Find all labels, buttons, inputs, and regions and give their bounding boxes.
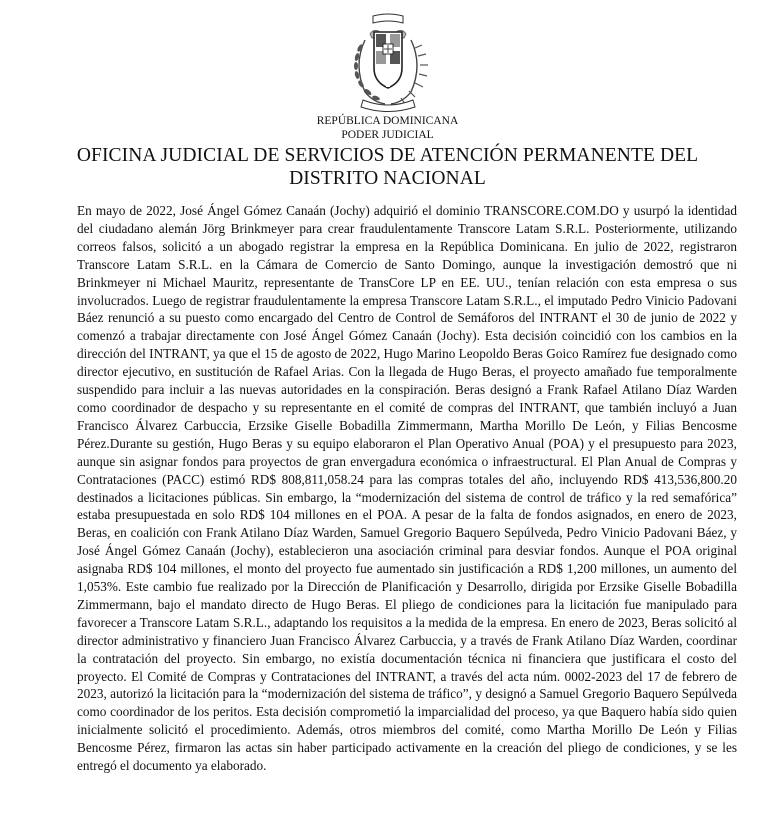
dominican-republic-coat-of-arms-icon (343, 10, 433, 114)
document-body-paragraph: En mayo de 2022, José Ángel Gómez Canaán (Jochy) adquirió el dominio TRANSCORE.COM.DO y usurpó la identidad del ciudadano alemán Jörg Brinkmeyer para crear fraudulentamente Transcore Latam S.R.L. Posteriormente, utilizando correos falsos, solicitó a un abogado registrar la empresa en la República Dominicana. En julio de 2022, registraron Transcore Latam S.R.L. en la Cámara de Comercio de Santo Domingo, aunque la investigación demostró que ni Brinkmeyer ni Michael Mauritz, representante de TransCore LP en EE. UU., tenían relación con esta empresa o sus involucrados. Luego de registrar fraudulentamente la empresa Transcore Latam S.R.L., el imputado Pedro Vinicio Padovani Báez renunció a su puesto como encargado del Centro de Control de Semáforos del INTRANT el 30 de junio de 2022 y comenzó a trabajar directamente con José Ángel Gómez Canaán (Jochy). Esta decisión coincidió con los cambios en la dirección del INTRANT, ya que el 15 de agosto de 2022, Hugo Marino Leopoldo Beras Goico Ramírez fue designado como director ejecutivo, en sustitución de Rafael Arias. Con la llegada de Hugo Beras, el proyecto amañado fue temporalmente suspendido para incluir a las nuevas autoridades en la conspiración. Beras designó a Frank Rafael Atilano Díaz Warden como coordinador de despacho y su representante en el comité de compras del INTRANT, que también incluyó a Juan Francisco Álvarez Carbuccia, Erzsike Giselle Bobadilla Zimmermann, Martha Morillo De León, y Filias Bencosme Pérez.Durante su gestión, Hugo Beras y su equipo elaboraron el Plan Operativo Anual (POA) y el presupuesto para 2023, aunque sin asignar fondos para proyectos de gran envergadura económica o infraestructural. El Plan Anual de Compras y Contrataciones (PACC) estimó RD$ 808,811,058.24 para las compras totales del año, incluyendo RD$ 413,536,800.20 destinados a licitaciones públicas. Sin embargo, la “modernización del sistema de control de tráfico y la red semafórica” estaba presupuestada en solo RD$ 104 millones en el POA. A pesar de la falta de fondos asignados, en enero de 2023, Beras, en coalición con Frank Atilano Díaz Warden, Samuel Gregorio Baquero Sepúlveda, Pedro Vinicio Padovani Báez, y José Ángel Gómez Canaán (Jochy), establecieron una asociación criminal para desviar fondos. Aunque el POA original asignaba RD$ 104 millones, el monto del proyecto fue aumentado sin justificación a RD$ 1,200 millones, un aumento del 1,053%. Este cambio fue realizado por la Dirección de Planificación y Desarrollo, dirigida por Erzsike Giselle Bobadilla Zimmermann, bajo el mandato directo de Hugo Beras. El pliego de condiciones para la licitación fue manipulado para favorecer a Transcore Latam S.R.L., adaptando los requisitos a la medida de la empresa. En enero de 2023, Beras solicitó al director administrativo y financiero Juan Francisco Álvarez Carbuccia, y a través de Frank Atilano Díaz Warden, coordinar la contratación del proyecto. Sin embargo, no existía documentación técnica ni financiera que justificara el costo del proyecto. El Comité de Compras y Contrataciones del INTRANT, a través del acta núm. 0002-2023 del 17 de febrero de 2023, autorizó la licitación para la “modernización del sistema de tráfico”, y designó a Samuel Gregorio Baquero Sepúlveda como coordinador de los peritos. Esta decisión comprometió la imparcialidad del proceso, ya que Baquero había sido quien inicialmente solicitó el procedimiento. Además, otros miembros del comité, como Martha Morillo De León y Filias Bencosme Pérez, firmaron las actas sin haber participado activamente en la creación del pliego de condiciones, y se les entregó el documento ya elaborado. (77, 203, 737, 774)
coat-of-arms-seal (343, 10, 433, 114)
country-name: REPÚBLICA DOMINICANA (316, 115, 459, 127)
office-title: OFICINA JUDICIAL DE SERVICIOS DE ATENCIÓN PERMANENTE DEL DISTRITO NACIONAL (76, 145, 699, 189)
branch-name: PODER JUDICIAL (341, 129, 434, 141)
